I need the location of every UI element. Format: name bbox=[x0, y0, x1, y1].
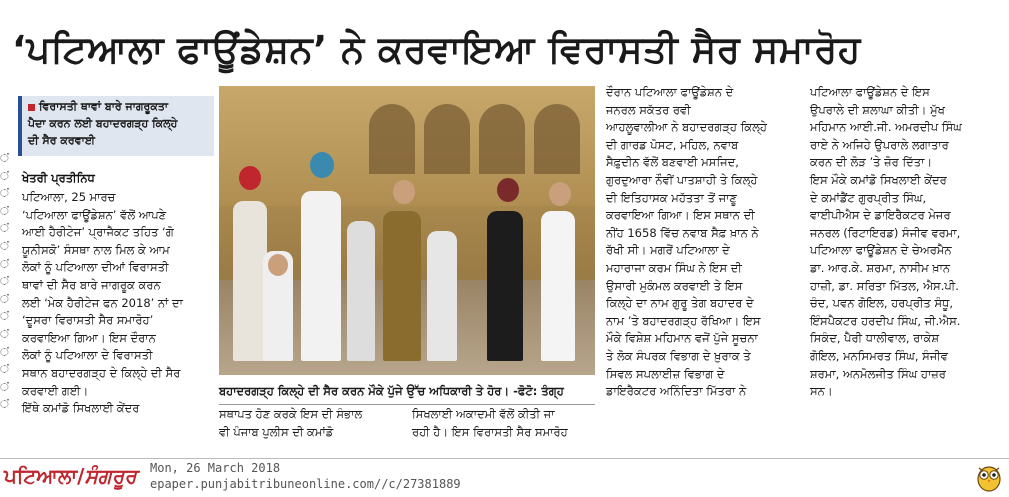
text-line: ਇਸ ਮੌਕੇ ਕਮਾਂਡੋ ਸਿਖਲਾਈ ਕੇਂਦਰ bbox=[810, 172, 947, 187]
footer-divider bbox=[0, 458, 1009, 459]
fort-arch bbox=[424, 104, 470, 174]
summary-line: ਵਿਰਾਸਤੀ ਥਾਵਾਂ ਬਾਰੇ ਜਾਗਰੂਕਤਾ bbox=[39, 100, 169, 113]
edition-logo bbox=[4, 461, 150, 491]
text-line: ਸਥਾਪਤ ਹੋਣ ਕਰਕੇ ਇਸ ਦੀ ਸੰਭਾਲ bbox=[219, 407, 363, 421]
news-photo bbox=[219, 86, 595, 375]
text-line: ਦੀ ਗਾਰਡ ਪੋਸਟ, ਮਹਿਲ, ਨਵਾਬ bbox=[606, 137, 739, 152]
edition-name-b: ਸੰਗਰੂਰ bbox=[84, 464, 137, 488]
text-line: ਕਰਵਾਇਆ ਗਿਆ। ਇਸ ਸਥਾਨ ਦੀ bbox=[606, 208, 755, 223]
article-column-3 bbox=[412, 406, 595, 446]
text-line: ਕਰਵਾਇਆ ਗਿਆ। ਇਸ ਦੌਰਾਨ bbox=[22, 330, 156, 345]
previous-column-edge: ਂ ਂ ਂ ਂ ਂ ਂ ਂ ਂ ਂ ਂ ਂ ਂ ਂ ਂ ਂ bbox=[0, 152, 9, 412]
edition-name-a: ਪਟਿਆਲਾ bbox=[4, 464, 78, 488]
text-line: ਨਾਮ ’ਤੇ ਬਹਾਦਰਗੜ੍ਹ ਰੱਖਿਆ। ਇਸ bbox=[606, 313, 761, 328]
text-line: ਲੋਕਾਂ ਨੂੰ ਪਟਿਆਲਾ ਦੇ ਵਿਰਾਸਤੀ bbox=[22, 348, 153, 363]
article-column-5 bbox=[810, 84, 1000, 448]
text-line: ਕਿਲ੍ਹੇ ਦਾ ਨਾਮ ਗੁਰੂ ਤੇਗ ਬਹਾਦਰ ਦੇ bbox=[606, 296, 754, 311]
summary-line: ਪੈਦਾ ਕਰਨ ਲਈ ਬਹਾਦਰਗੜ੍ਹ ਕਿਲ੍ਹੇ bbox=[28, 117, 178, 130]
article-column-2 bbox=[219, 406, 403, 446]
text-line: ਡਾ. ਆਰ.ਕੇ. ਸ਼ਰਮਾ, ਨਾਸੀਮ ਖ਼ਾਨ bbox=[810, 260, 951, 275]
text-line: ਚੰਦ, ਪਵਨ ਗੋਇਲ, ਹਰਪ੍ਰੀਤ ਸੰਧੂ, bbox=[810, 296, 953, 311]
text-line: ਮਹਿਮਾਨ ਆਈ.ਜੀ. ਅਮਰਦੀਪ ਸਿੰਘ bbox=[810, 120, 962, 135]
text-line: ਮੌਕੇ ਵਿਸ਼ੇਸ਼ ਮਹਿਮਾਨ ਵਜੋਂ ਪੁੱਜੇ ਸੂਚਨਾ bbox=[606, 331, 758, 346]
text-line: ਸਥਾਨ ਬਹਾਦਰਗੜ੍ਹ ਦੇ ਕਿਲ੍ਹੇ ਦੀ ਸੈਰ bbox=[22, 365, 181, 380]
text-line: ਜਨਰਲ ਸਕੱਤਰ ਰਵੀ bbox=[606, 102, 691, 117]
edition-date: Mon, 26 March 2018 bbox=[150, 461, 281, 475]
text-line: ਦੇ ਕਮਾਂਡੈਂਟ ਗੁਰਪ੍ਰੀਤ ਸਿੰਘ, bbox=[810, 190, 927, 205]
text-line: ਡਾਇਰੈਕਟਰ ਅਨਿੰਦਿਤਾ ਮਿੱਤਰਾ ਨੇ bbox=[606, 384, 747, 399]
fort-arch bbox=[534, 104, 580, 174]
text-line: ਉਸਾਰੀ ਮੁਕੰਮਲ ਕਰਵਾਈ ਤੇ ਇਸ bbox=[606, 278, 743, 293]
text-line: ‘ਦੂਸਰਾ ਵਿਰਾਸਤੀ ਸੈਰ ਸਮਾਰੋਹ’ bbox=[22, 313, 154, 328]
person-head bbox=[497, 178, 519, 202]
bullet-icon bbox=[28, 104, 35, 111]
person-figure bbox=[427, 231, 457, 361]
owl-icon[interactable] bbox=[975, 460, 1003, 492]
fort-arch bbox=[479, 104, 525, 174]
person-figure bbox=[347, 221, 375, 361]
text-line: ਕਰਵਾਈ ਗਈ। bbox=[22, 383, 89, 398]
text-line: ਵੀ ਪੰਜਾਬ ਪੁਲੀਸ ਦੀ ਕਮਾਂਡੋ bbox=[219, 424, 334, 439]
text-line: ਰਹੀ ਹੈ। ਇਸ ਵਿਰਾਸਤੀ ਸੈਰ ਸਮਾਰੋਹ bbox=[412, 424, 568, 439]
text-line: ਸਿਖਲਾਈ ਅਕਾਦਮੀ ਵੱਲੋਂ ਕੀਤੀ ਜਾ bbox=[412, 407, 555, 421]
text-line: ਸਨ। bbox=[810, 384, 833, 399]
text-line: ਹਾਜ਼ੀ, ਡਾ. ਸਰਿਤਾ ਮਿੱਤਲ, ਐਸ.ਪੀ. bbox=[810, 278, 959, 293]
text-line: ਮਹਾਰਾਜਾ ਕਰਮ ਸਿੰਘ ਨੇ ਇਸ ਦੀ bbox=[606, 260, 742, 275]
text-line: ਦੀ ਇਤਿਹਾਸਕ ਮਹੱਤਤਾ ਤੋਂ ਜਾਣੂ bbox=[606, 190, 737, 205]
person-head bbox=[549, 182, 571, 206]
text-line: ਤੇ ਲੋਕ ਸੰਪਰਕ ਵਿਭਾਗ ਦੇ ਖ਼ੁਰਾਕ ਤੇ bbox=[606, 348, 751, 363]
text-line: ਇੰਸਪੈਕਟਰ ਹਰਦੀਪ ਸਿੰਘ, ਜੀ.ਐਸ. bbox=[810, 313, 961, 328]
summary-box bbox=[18, 96, 214, 156]
article-column-4 bbox=[606, 84, 802, 448]
person-head bbox=[310, 152, 334, 178]
text-line: ਥਾਵਾਂ ਦੀ ਸੈਰ ਬਾਰੇ ਜਾਗਰੂਕ ਕਰਨ bbox=[22, 277, 161, 292]
text-line: ਸੈਫ਼ੁਦੀਨ ਵੱਲੋਂ ਬਣਵਾਈ ਮਸਜਿਦ, bbox=[606, 155, 739, 170]
person-figure bbox=[233, 201, 267, 361]
text-line: ਆਹਲੂਵਾਲੀਆ ਨੇ ਬਹਾਦਰਗੜ੍ਹ ਕਿਲ੍ਹੇ bbox=[606, 120, 767, 135]
text-line: ਸ਼ਰਮਾ, ਅਨਮੋਲਜੀਤ ਸਿੰਘ ਹਾਜ਼ਰ bbox=[810, 366, 946, 381]
text-line: ਰਾਏ ਨੇ ਅਜਿਹੇ ਉਪਰਾਲੇ ਲਗਾਤਾਰ bbox=[810, 137, 949, 152]
text-line: ਪਟਿਆਲਾ ਫਾਊਂਡੇਸ਼ਨ ਦੇ ਚੇਅਰਮੈਨ bbox=[810, 243, 952, 258]
text-line: ਗੋਇਲ, ਮਨਸਿਮਰਤ ਸਿੰਘ, ਸੰਜੀਵ bbox=[810, 348, 948, 363]
caption-divider bbox=[219, 404, 595, 405]
photo-caption: ਬਹਾਦਰਗੜ੍ਹ ਕਿਲ੍ਹੇ ਦੀ ਸੈਰ ਕਰਨ ਮੌਕੇ ਪੁੱਜੇ ਉੱਚ ਅਧਿਕਾਰੀ ਤੇ ਹੋਰ। -ਫੋਟੋ: ਤੰਗ੍ਹ bbox=[219, 384, 564, 398]
person-figure bbox=[487, 211, 523, 361]
text-line: ਸਿਕੰਦ, ਪੈਰੀ ਧਾਲੀਵਾਲ, ਰਾਕੇਸ਼ bbox=[810, 331, 940, 346]
text-line: ਸਿਵਲ ਸਪਲਾਈਜ਼ ਵਿਭਾਗ ਦੇ bbox=[606, 366, 725, 381]
text-line: ਜਨਰਲ (ਰਿਟਾਇਰਡ) ਸੰਜੀਵ ਵਰਮਾ, bbox=[810, 225, 961, 240]
text-line: ਉਪਰਾਲੇ ਦੀ ਸ਼ਲਾਘਾ ਕੀਤੀ। ਮੁੱਖ bbox=[810, 102, 945, 117]
edition-separator: / bbox=[77, 464, 85, 488]
text-line: ਰੱਖੀ ਸੀ। ਮਗਰੋਂ ਪਟਿਆਲਾ ਦੇ bbox=[606, 243, 730, 258]
person-head bbox=[393, 180, 415, 204]
summary-line: ਦੀ ਸੈਰ ਕਰਵਾਈ bbox=[28, 134, 95, 147]
text-line: ਆਈ ਹੈਰੀਟੇਜ’ ਪ੍ਰਾਜੈਕਟ ਤਹਿਤ ‘ਗੋ bbox=[22, 225, 174, 240]
text-line: ‘ਪਟਿਆਲਾ ਫਾਊਂਡੇਸ਼ਨ’ ਵੱਲੋਂ ਆਪਣੇ bbox=[22, 207, 167, 222]
text-line: ਗੁਰਦੁਆਰਾ ਨੌਵੀਂ ਪਾਤਸ਼ਾਹੀ ਤੇ ਕਿਲ੍ਹੇ bbox=[606, 172, 758, 187]
byline: ਖੇਤਰੀ ਪ੍ਰਤੀਨਿਧ bbox=[22, 171, 95, 185]
person-figure bbox=[541, 211, 575, 361]
text-line: ਪਟਿਆਲਾ ਫਾਊਂਡੇਸ਼ਨ ਦੇ ਇਸ bbox=[810, 85, 930, 99]
text-line: ਦੌਰਾਨ ਪਟਿਆਲਾ ਫਾਊਂਡੇਸ਼ਨ ਦੇ bbox=[606, 85, 734, 99]
text-line: ਯੂਨੀਸਕੋ’ ਸੰਸਥਾ ਨਾਲ ਮਿਲ ਕੇ ਆਮ bbox=[22, 242, 170, 257]
text-line: ਨੀਂਹ 1658 ਵਿੱਚ ਨਵਾਬ ਸੈਫ਼ ਖ਼ਾਨ ਨੇ bbox=[606, 225, 759, 240]
text-line: ਇੱਥੇ ਕਮਾਂਡੋ ਸਿਖਲਾਈ ਕੇਂਦਰ bbox=[22, 401, 140, 416]
fort-arch bbox=[369, 104, 415, 174]
person-head bbox=[239, 166, 261, 190]
text-line: ਲਈ ‘ਮੇਕ ਹੈਰੀਟੇਜ ਫਨ 2018’ ਨਾਂ ਦਾ bbox=[22, 295, 183, 310]
person-figure bbox=[383, 211, 421, 361]
article-column-1 bbox=[22, 189, 214, 455]
text-line: ਪਟਿਆਲਾ, 25 ਮਾਰਚ bbox=[22, 190, 116, 204]
person-figure bbox=[301, 191, 341, 361]
person-head bbox=[268, 254, 288, 276]
epaper-url[interactable]: epaper.punjabitribuneonline.com//c/27381889 bbox=[150, 477, 461, 491]
headline: ‘ਪਟਿਆਲਾ ਫਾਊਂਡੇਸ਼ਨ’ ਨੇ ਕਰਵਾਇਆ ਵਿਰਾਸਤੀ ਸੈਰ ਸਮਾਰੋਹ bbox=[12, 28, 861, 71]
text-line: ਲੋਕਾਂ ਨੂੰ ਪਟਿਆਲਾ ਦੀਆਂ ਵਿਰਾਸਤੀ bbox=[22, 260, 169, 275]
text-line: ਵਾਈਪੀਐਸ ਦੇ ਡਾਇਰੈਕਟਰ ਮੇਜਰ bbox=[810, 208, 951, 223]
text-line: ਕਰਨ ਦੀ ਲੋੜ ’ਤੇ ਜ਼ੋਰ ਦਿੱਤਾ। bbox=[810, 155, 933, 170]
